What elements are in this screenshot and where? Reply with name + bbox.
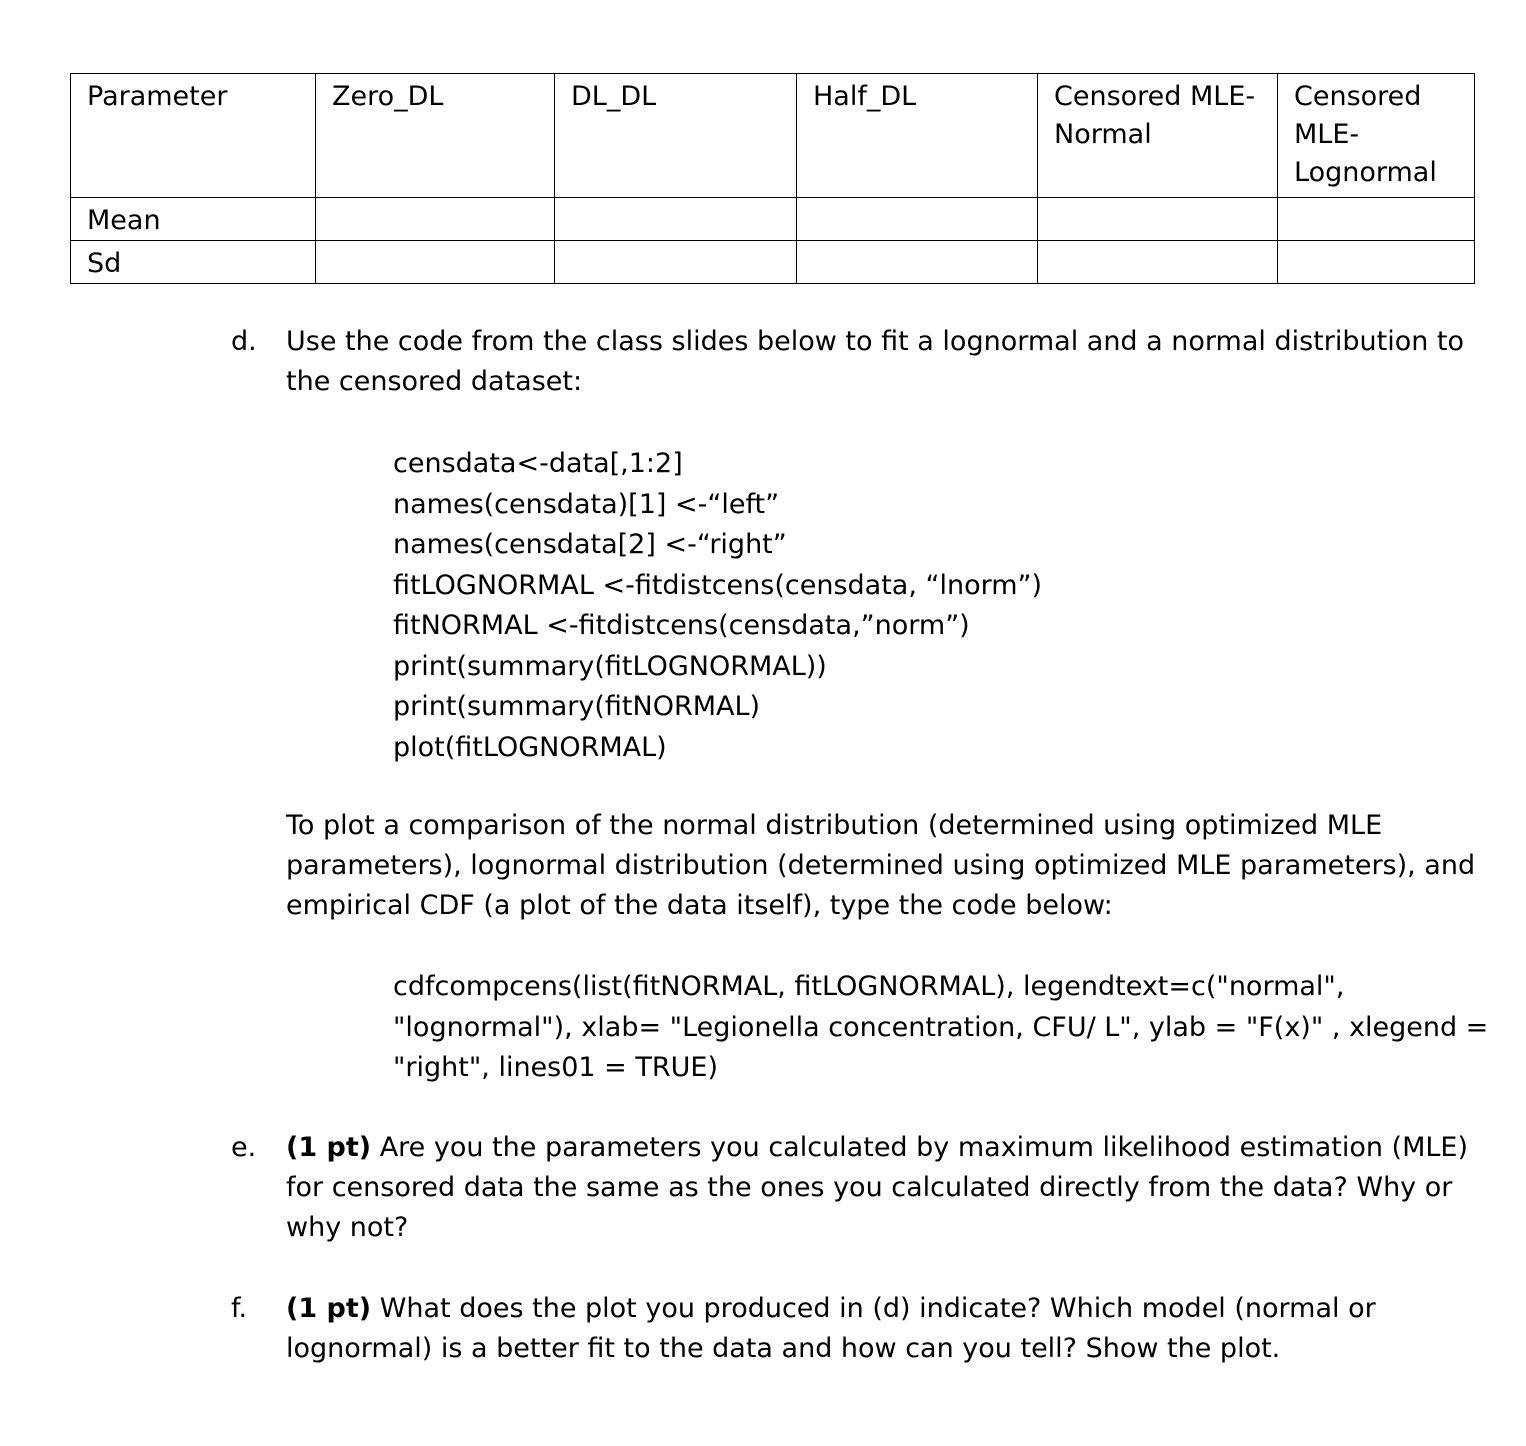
code-line: censdata<-data[,1:2] [393, 448, 683, 479]
question-e-marker: e. [231, 1132, 257, 1163]
code-line: names(censdata[2] <-“right” [393, 529, 787, 560]
header-censored-mle-lognormal: Censored MLE- Lognormal [1278, 74, 1475, 198]
table-cell[interactable] [316, 241, 555, 284]
table-cell[interactable] [555, 241, 797, 284]
row-label-sd: Sd [71, 241, 316, 284]
points-label: (1 pt) [286, 1293, 372, 1324]
code-line: plot(fitLOGNORMAL) [393, 731, 667, 763]
code-line: "lognormal"), xlab= "Legionella concentration, CFU/ L", ylab = "F(x)" , xlegend = [393, 1011, 1489, 1043]
code-line: names(censdata)[1] <-“left” [393, 488, 780, 520]
header-censored-mle-normal: Censored MLE- Normal [1038, 74, 1278, 198]
code-line: cdfcompcens(list(fitNORMAL, fitLOGNORMAL), legendtext=c("normal", [393, 971, 1345, 1002]
question-f-body: What does the plot you produced in (d) indicate? Which model (normal or lognormal) is a better fit to the data and how can you tell? Show the plot. [286, 1293, 1376, 1364]
plot-instructions: To plot a comparison of the normal distribution (determined using optimized MLE parameters), lognormal distribution (determined using optimized MLE parameters), and empirical CDF (a plot of the data itself), type the code below: [286, 810, 1476, 921]
table-cell[interactable] [1038, 241, 1278, 284]
header-dl-dl: DL_DL [555, 74, 797, 198]
question-d-marker: d. [231, 326, 257, 357]
table-row-mean [71, 198, 1475, 241]
code-line: print(summary(fitNORMAL) [393, 691, 761, 722]
table-cell[interactable] [797, 198, 1038, 241]
points-label: (1 pt) [286, 1132, 372, 1163]
table-cell[interactable] [555, 198, 797, 241]
header-zero-dl: Zero_DL [316, 74, 555, 198]
header-parameter: Parameter [71, 74, 316, 198]
question-d-text: Use the code from the class slides below to fit a lognormal and a normal distribution to the censored dataset: [286, 326, 1465, 397]
code-line: fitNORMAL <-fitdistcens(censdata,”norm”) [393, 610, 970, 641]
table-cell[interactable] [316, 198, 555, 241]
code-line: "right", lines01 = TRUE) [393, 1052, 718, 1083]
table-cell[interactable] [1278, 241, 1475, 284]
code-line: fitLOGNORMAL <-fitdistcens(censdata, “lnorm”) [393, 569, 1043, 601]
table-cell[interactable] [1038, 198, 1278, 241]
header-half-dl: Half_DL [797, 74, 1038, 198]
row-label-mean: Mean [71, 198, 316, 241]
question-e-text [286, 1128, 1476, 1248]
table-cell[interactable] [797, 241, 1038, 284]
question-f-marker: f. [231, 1293, 248, 1324]
parameter-table [70, 73, 1475, 284]
question-e-body: Are you the parameters you calculated by maximum likelihood estimation (MLE) for censored data the same as the ones you calculated directly from the data? Why or why not? [286, 1132, 1469, 1243]
fit-code-block [393, 444, 1473, 768]
plot-code-block [393, 967, 1489, 1089]
table-row-sd [71, 241, 1475, 284]
table-cell[interactable] [1278, 198, 1475, 241]
question-f-text [286, 1289, 1476, 1369]
table-header-row [71, 74, 1475, 198]
code-line: print(summary(fitLOGNORMAL)) [393, 650, 827, 682]
